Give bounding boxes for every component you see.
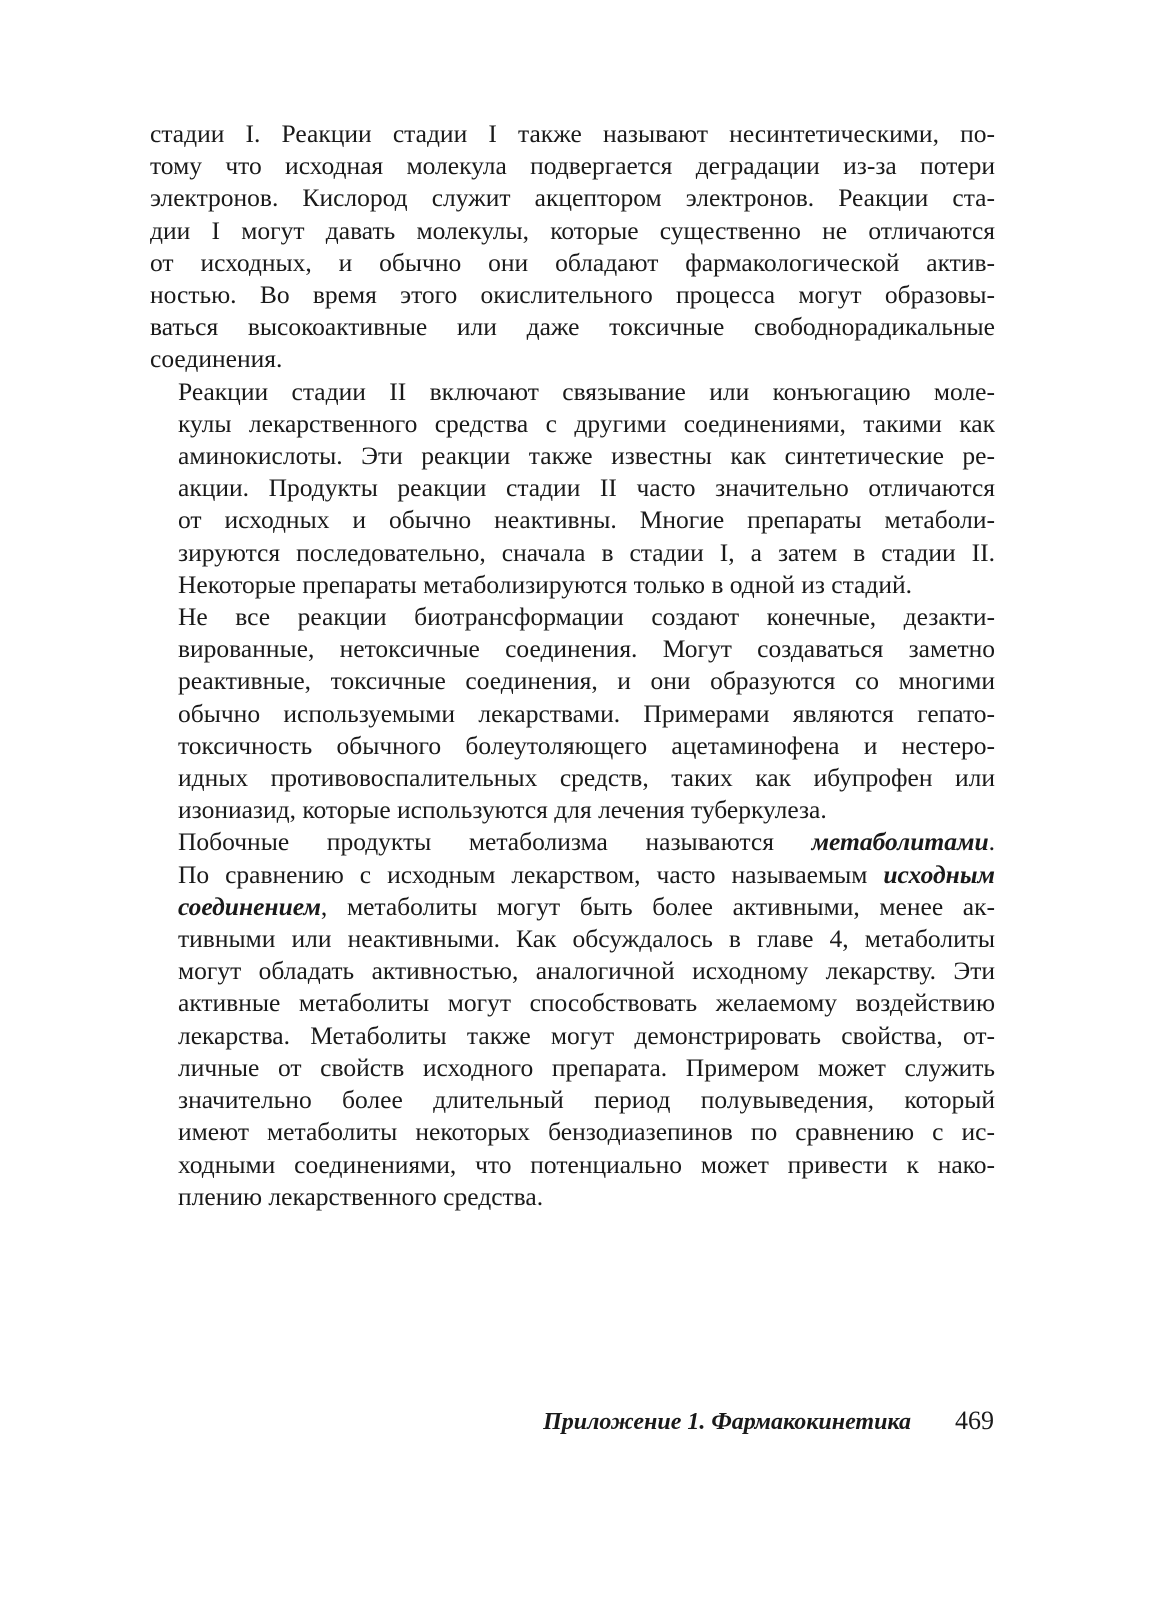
text-line: могут обладать активностью, аналогичной исходному лекарству. Эти — [178, 956, 995, 986]
text-line: обычно используемыми лекарствами. Примерами являются гепато- — [178, 698, 995, 728]
text-line: кулы лекарственного средства с другими соединениями, такими как — [178, 408, 995, 438]
text-line: активные метаболиты могут способствовать желаемому воздействию — [178, 988, 995, 1018]
term-compound: соединением — [178, 891, 321, 921]
text-line — [150, 859, 995, 891]
text-line: ностью. Во время этого окислительного процесса могут образовы- — [150, 280, 995, 310]
text-line: значительно более длительный период полувыведения, который — [178, 1085, 995, 1115]
text-line: Реакции стадии II включают связывание или конъюгацию моле- — [178, 376, 995, 406]
text-line: плению лекарственного средства. — [178, 1181, 544, 1211]
term-metabolites: метаболитами — [811, 827, 989, 857]
text-line: тивными или неактивными. Как обсуждалось в главе 4, метаболиты — [178, 924, 995, 954]
text-line: изониазид, которые используются для лечения туберкулеза. — [178, 795, 827, 825]
text-line: ваться высокоактивные или даже токсичные свободнорадикальные — [150, 312, 995, 342]
paragraph-2 — [150, 376, 995, 601]
text-line: от исходных и обычно неактивны. Многие препараты метаболи- — [178, 505, 995, 535]
text-line: вированные, нетоксичные соединения. Могут создаваться заметно — [178, 634, 995, 664]
text-run: , метаболиты могут быть более активными, менее ак- — [320, 891, 995, 921]
text-line: идных противовоспалительных средств, таких как ибупрофен или — [178, 763, 995, 793]
text-line: личные от свойств исходного препарата. Примером может служить — [178, 1052, 995, 1082]
text-line: Не все реакции биотрансформации создают конечные, дезакти- — [178, 602, 995, 632]
text-line: тому что исходная молекула подвергается деградации из-за потери — [150, 151, 995, 181]
text-line: имеют метаболиты некоторых бензодиазепинов по сравнению с ис- — [178, 1117, 995, 1147]
text-line: зируются последовательно, сначала в стадии I, а затем в стадии II. — [178, 537, 995, 567]
text-line: лекарства. Метаболиты также могут демонстрировать свойства, от- — [178, 1020, 995, 1050]
paragraph-4 — [150, 826, 995, 1212]
text-line: соединения. — [150, 344, 283, 374]
text-line — [150, 826, 995, 858]
text-line: от исходных, и обычно они обладают фармакологической актив- — [150, 247, 995, 277]
text-line — [150, 891, 995, 923]
running-title: Приложение 1. Фармакокинетика — [543, 1409, 911, 1435]
text-line: аминокислоты. Эти реакции также известны как синтетические ре- — [178, 441, 995, 471]
text-line: стадии I. Реакции стадии I также называют несинтетическими, по- — [150, 119, 995, 148]
term-parent: исходным — [883, 859, 995, 889]
text-line: акции. Продукты реакции стадии II часто значительно отличаются — [178, 473, 995, 503]
page-body — [150, 118, 995, 1213]
page-footer — [543, 1406, 994, 1436]
text-line: электронов. Кислород служит акцептором электронов. Реакции ста- — [150, 183, 995, 213]
text-run: Побочные продукты метаболизма называются — [178, 827, 812, 857]
text-run: По сравнению с исходным лекарством, часто называемым — [178, 859, 884, 889]
text-line: ходными соединениями, что потенциально может привести к нако- — [178, 1149, 995, 1179]
text-line: реактивные, токсичные соединения, и они образуются со многими — [178, 666, 995, 696]
text-line: Некоторые препараты метаболизируются только в одной из стадий. — [178, 569, 913, 599]
text-run: . — [988, 827, 995, 857]
text-line: дии I могут давать молекулы, которые существенно не отличаются — [150, 215, 995, 245]
paragraph-1 — [150, 118, 995, 376]
text-line: токсичность обычного болеутоляющего ацетаминофена и нестеро- — [178, 730, 995, 760]
page-number: 469 — [955, 1406, 994, 1435]
paragraph-3 — [150, 601, 995, 826]
